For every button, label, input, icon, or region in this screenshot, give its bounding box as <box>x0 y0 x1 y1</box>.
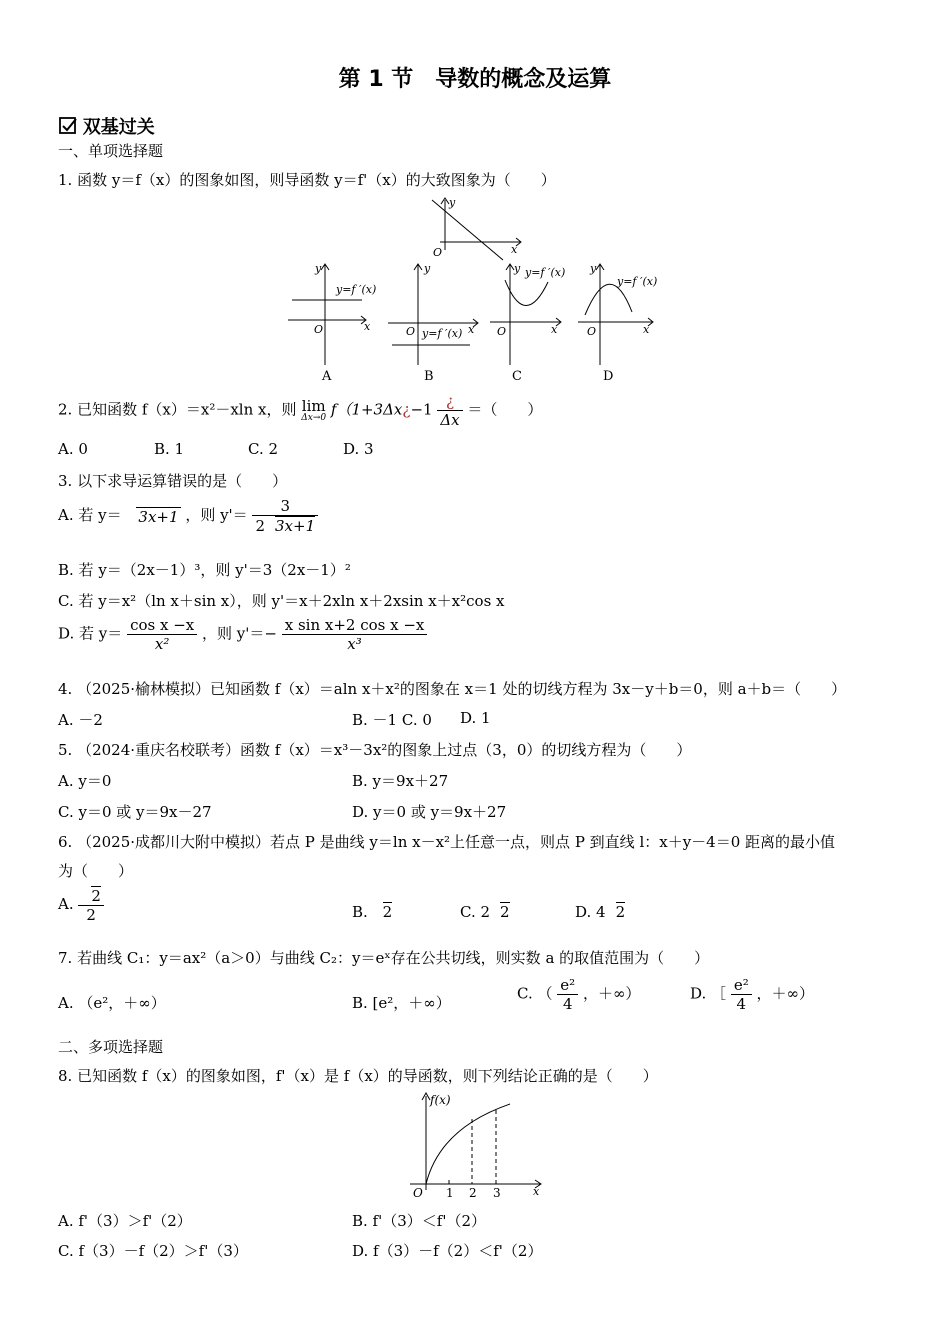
q3-a-mid: ，则 y'＝ <box>185 506 248 524</box>
q1-c-label: C <box>512 369 522 384</box>
q7-d-den: 4 <box>736 995 747 1013</box>
q2-frac-num: ¿ <box>437 392 462 411</box>
q1-top-origin: O <box>433 246 443 259</box>
q3-d-mid: ，则 y'＝− <box>202 624 277 643</box>
q8-tick-3: 3 <box>493 1186 501 1200</box>
q7-d-fraction <box>731 976 752 1013</box>
q3-a-fraction <box>252 497 318 535</box>
q2-expr: f（1+3Δx <box>330 400 403 419</box>
q8-option-b: B. f'（3）＜f'（2） <box>352 1212 486 1230</box>
q2-tail: ＝（ ） <box>467 400 543 419</box>
q6-c-radical: 2 <box>500 903 510 921</box>
q1-a-label: A <box>322 369 332 384</box>
q2-limit <box>301 396 327 423</box>
q2-option-b: B. 1 <box>154 440 185 458</box>
q3-a-frac-den <box>252 516 318 535</box>
q2-stem: 2. 已知函数 f（x）＝x²－xln x，则 <box>58 400 297 419</box>
q6-a-fraction <box>78 886 104 924</box>
q2-lim-sub: Δx→0 <box>301 412 327 423</box>
part1-heading: 一、单项选择题 <box>58 142 164 160</box>
q8-text: 8. 已知函数 f（x）的图象如图，f'（x）是 f（x）的导函数，则下列结论正确的是（ ） <box>58 1067 658 1085</box>
q6-d-label: D. 4 <box>575 903 606 921</box>
q6-b-radical: 2 <box>382 903 393 921</box>
q1-d-ylabel: y <box>590 262 597 275</box>
q3-a-den-coef: 2 <box>255 517 266 535</box>
q3-option-c: C. 若 y＝x²（ln x＋sin x），则 y'＝x＋2xln x＋2xsin x＋x²cos x <box>58 592 505 610</box>
q1-top-xlabel: x <box>511 243 518 256</box>
q1-a-origin: O <box>314 323 324 336</box>
q6-text1: 6. （2025·成都川大附中模拟）若点 P 是曲线 y＝ln x－x²上任意一点，则点 P 到直线 l：x＋y－4＝0 距离的最小值 <box>58 833 836 851</box>
q8-tick-1: 1 <box>446 1186 454 1200</box>
q1-c-curve-label: y=f ′(x) <box>525 266 566 279</box>
q5-option-d: D. y＝0 或 y＝9x＋27 <box>352 803 507 821</box>
q1-c-xlabel: x <box>551 323 558 336</box>
q3-d-fraction2 <box>282 616 428 653</box>
q1-option-d-graph <box>578 262 657 384</box>
q3-a-radical: 3x+1 <box>138 507 179 526</box>
q1-d-origin: O <box>587 325 597 338</box>
q1-a-ylabel: y <box>315 262 322 275</box>
q6-b-label: B. <box>352 903 373 921</box>
q1-b-label: B <box>424 369 434 384</box>
q1-option-b-graph <box>388 262 478 384</box>
q1-b-curve-label: y=f ′(x) <box>422 327 463 340</box>
q6-option-d <box>575 902 625 921</box>
q2-glyph: ¿ <box>402 400 411 419</box>
q7-option-c <box>517 976 640 1013</box>
section-header <box>58 113 155 140</box>
q7-text: 7. 若曲线 C₁：y＝ax²（a＞0）与曲线 C₂：y＝eˣ存在公共切线，则实数 a 的取值范围为（ ） <box>58 949 710 967</box>
q6-d-radical: 2 <box>615 903 626 921</box>
q3-d-num1: cos x −x <box>127 616 197 635</box>
q6-a-num <box>78 886 104 906</box>
q8-origin: O <box>413 1186 423 1200</box>
page-title: 第 1 节 导数的概念及运算 <box>338 67 612 92</box>
part2-heading: 二、多项选择题 <box>58 1038 164 1056</box>
q3-a-frac-num: 3 <box>252 497 318 516</box>
q1-b-ylabel: y <box>424 262 431 275</box>
q2-text <box>58 392 542 428</box>
q1-option-c-graph <box>490 262 565 384</box>
q8-option-d: D. f（3）－f（2）＜f'（2） <box>352 1242 543 1260</box>
q7-option-b: B. [e²，＋∞） <box>352 994 451 1012</box>
q5-option-a: A. y＝0 <box>58 772 112 790</box>
q7-d-pre: D. ［ <box>690 984 727 1003</box>
q3-d-pre: D. 若 y＝ <box>58 624 123 643</box>
q7-option-a: A. （e²，＋∞） <box>58 994 166 1012</box>
q3-d-fraction1 <box>127 616 197 653</box>
q1-top-ylabel: y <box>449 196 456 209</box>
q7-c-pre: C. （ <box>517 984 553 1003</box>
q8-xlabel: x <box>533 1185 540 1198</box>
q3-a-pre: A. 若 y＝ <box>58 506 122 524</box>
q4-option-bc: B. －1 C. 0 <box>352 711 432 729</box>
q1-d-curve-label: y=f ′(x) <box>617 275 658 288</box>
q6-a-den: 2 <box>86 906 96 924</box>
q1-a-curve-label: y=f ′(x) <box>336 283 377 296</box>
q2-option-a: A. 0 <box>58 440 88 458</box>
q4-option-d: D. 1 <box>460 709 491 727</box>
q2-option-c: C. 2 <box>248 440 279 458</box>
q6-text2: 为（ ） <box>58 862 134 880</box>
q2-lim-word: lim <box>301 396 326 415</box>
section-label: 双基过关 <box>82 117 155 138</box>
q2-expr-minus: −1 <box>410 400 433 419</box>
q1-c-ylabel: y <box>514 262 521 275</box>
q7-c-fraction <box>557 976 578 1013</box>
q3-d-den1: x² <box>154 635 170 653</box>
q5-option-b: B. y＝9x＋27 <box>352 772 449 790</box>
q8-tick-2: 2 <box>469 1186 477 1200</box>
q4-text: 4. （2025·榆林模拟）已知函数 f（x）＝aln x＋x²的图象在 x＝1 处的切线方程为 3x－y＋b＝0，则 a＋b＝（ ） <box>58 680 847 698</box>
q6-option-c <box>460 902 510 921</box>
q3-a-den-radical: 3x+1 <box>275 517 316 535</box>
q7-d-num: e² <box>731 976 752 995</box>
q3-d-num2: x sin x+2 cos x −x <box>282 616 428 635</box>
q8-option-c: C. f（3）－f（2）＞f'（3） <box>58 1242 248 1260</box>
q1-d-label: D <box>603 369 614 384</box>
q2-frac-den: Δx <box>440 411 460 429</box>
q7-c-num: e² <box>557 976 578 995</box>
q8-graph <box>0 1088 950 1203</box>
q1-figures <box>0 190 950 390</box>
q2-option-d: D. 3 <box>343 440 374 458</box>
q8-option-a: A. f'（3）＞f'（2） <box>58 1212 192 1230</box>
q6-option-a <box>58 886 104 924</box>
q6-a-num-radical: 2 <box>91 887 101 905</box>
q5-option-c: C. y＝0 或 y＝9x－27 <box>58 803 212 821</box>
q7-c-post: ，＋∞） <box>582 984 641 1003</box>
q3-option-d <box>58 616 427 668</box>
q1-text: 1. 函数 y＝f（x）的图象如图，则导函数 y＝f'（x）的大致图象为（ ） <box>58 171 556 189</box>
q7-c-den: 4 <box>562 995 573 1013</box>
q3-text: 3. 以下求导运算错误的是（ ） <box>58 472 288 490</box>
q1-b-xlabel: x <box>468 323 475 336</box>
q4-option-a: A. －2 <box>58 711 103 729</box>
q7-d-post: ，＋∞） <box>756 984 814 1003</box>
q1-fx-graph <box>432 196 521 260</box>
q1-b-origin: O <box>406 325 416 338</box>
q6-a-label: A. <box>58 895 74 913</box>
q8-ylabel: f(x) <box>430 1093 451 1107</box>
q2-fraction <box>437 392 462 429</box>
q3-d-den2: x³ <box>347 635 362 653</box>
q3-option-a <box>58 497 318 547</box>
checkbox-icon <box>58 116 78 140</box>
q6-option-b <box>352 902 392 921</box>
q1-c-origin: O <box>497 325 507 338</box>
q6-c-label: C. 2 <box>460 903 491 921</box>
q1-d-xlabel: x <box>643 323 650 336</box>
q1-option-a-graph <box>288 262 376 384</box>
q5-text: 5. （2024·重庆名校联考）函数 f（x）＝x³－3x²的图象上过点（3，0）的切线方程为（ ） <box>58 741 692 759</box>
q1-a-xlabel: x <box>364 320 371 333</box>
q3-option-b: B. 若 y＝（2x－1）³，则 y'＝3（2x－1）² <box>58 561 351 579</box>
q7-option-d <box>690 976 814 1013</box>
